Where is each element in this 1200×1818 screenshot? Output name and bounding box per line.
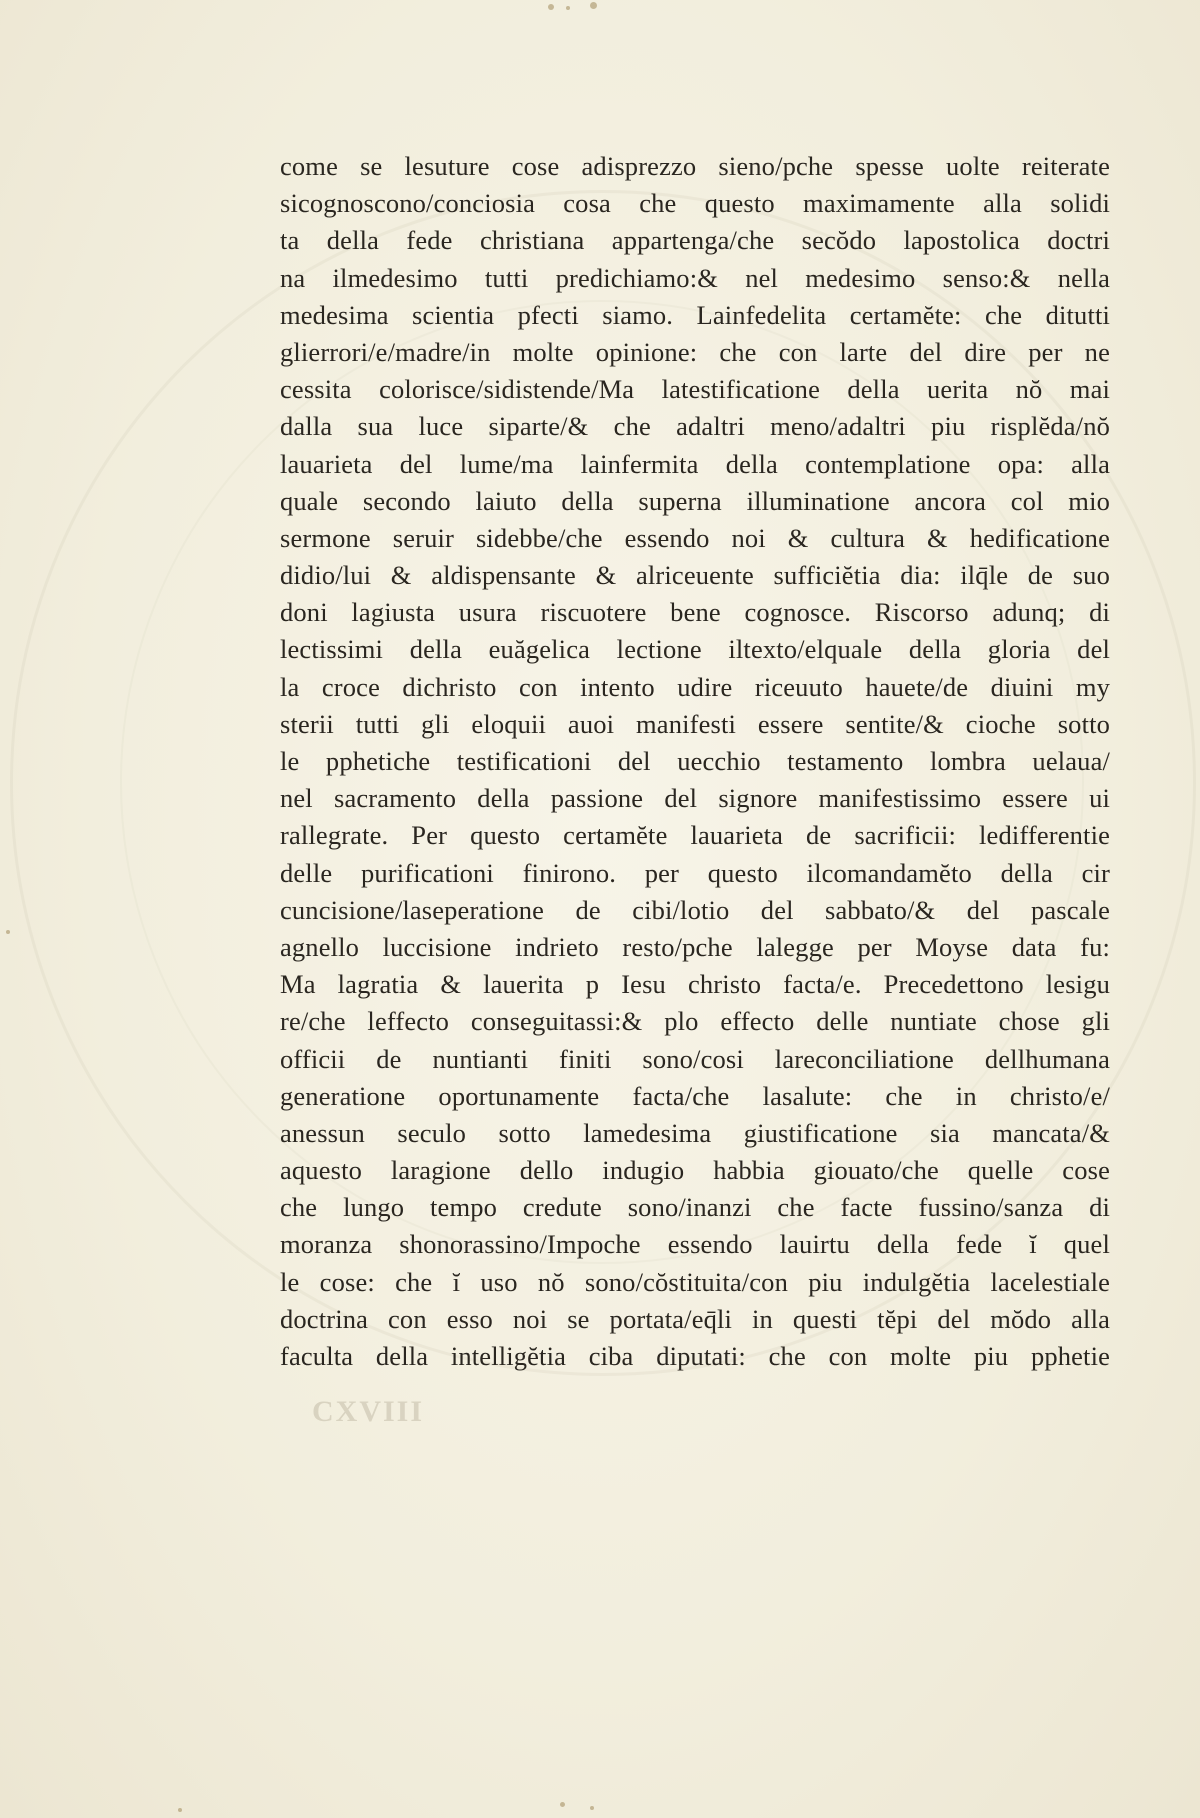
- text-line: delle purificationi finirono. per questo ilcomandamĕto della cir: [280, 857, 1110, 888]
- text-line: re/che leffecto conseguitassi:& plo effecto delle nuntiate chose gli: [280, 1006, 1110, 1037]
- body-text: [280, 148, 1110, 1375]
- text-line: ta della fede christiana appartenga/che secŏdo lapostolica doctri: [280, 225, 1110, 256]
- paper-speck: [548, 4, 554, 10]
- text-line: dalla sua luce siparte/& che adaltri meno/adaltri piu risplĕda/nŏ: [280, 411, 1110, 442]
- text-line: le cose: che ĭ uso nŏ sono/cŏstituita/con piu indulgĕtia lacelestiale: [280, 1266, 1110, 1297]
- text-line: anessun seculo sotto lamedesima giustificatione sia mancata/&: [280, 1117, 1110, 1148]
- text-line: doctrina con esso noi se portata/eq̄li in questi tĕpi del mŏdo alla: [280, 1303, 1110, 1334]
- text-line: na ilmedesimo tutti predichiamo:& nel medesimo senso:& nella: [280, 262, 1110, 293]
- text-line: aquesto laragione dello indugio habbia giouato/che quelle cose: [280, 1155, 1110, 1186]
- text-line: glierrori/e/madre/in molte opinione: che con larte del dire per ne: [280, 336, 1110, 367]
- text-line: Ma lagratia & lauerita p Iesu christo facta/e. Precedettono lesigu: [280, 969, 1110, 1000]
- text-line: didio/lui & aldispensante & alriceuente sufficiĕtia dia: ilq̄le de suo: [280, 560, 1110, 591]
- text-line: quale secondo laiuto della superna illuminatione ancora col mio: [280, 485, 1110, 516]
- text-line: nel sacramento della passione del signore manifestissimo essere ui: [280, 783, 1110, 814]
- paper-speck: [590, 1806, 594, 1810]
- paper-speck: [6, 930, 10, 934]
- text-line: lauarieta del lume/ma lainfermita della contemplatione opa: alla: [280, 448, 1110, 479]
- paper-speck: [590, 2, 597, 9]
- text-line: le pphetiche testificationi del uecchio testamento lombra uelaua/: [280, 746, 1110, 776]
- folio-number-showthrough: CXVIII: [312, 1395, 425, 1428]
- text-line: officii de nuntianti finiti sono/cosi lareconciliatione dellhumana: [280, 1043, 1110, 1074]
- text-line: sermone seruir sidebbe/che essendo noi & cultura & hedificatione: [280, 522, 1110, 553]
- text-line: lectissimi della euăgelica lectione iltexto/elquale della gloria del: [280, 634, 1110, 665]
- text-line: moranza shonorassino/Impoche essendo lauirtu della fede ĭ quel: [280, 1229, 1110, 1260]
- text-line: medesima scientia pfecti siamo. Lainfedelita certamĕte: che ditutti: [280, 299, 1110, 330]
- text-line: la croce dichristo con intento udire riceuuto hauete/de diuini my: [280, 671, 1110, 702]
- text-line: agnello luccisione indrieto resto/pche lalegge per Moyse data fu:: [280, 931, 1110, 962]
- text-line: che lungo tempo credute sono/inanzi che facte fussino/sanza di: [280, 1192, 1110, 1223]
- paper-speck: [560, 1802, 565, 1807]
- paper-speck: [566, 6, 570, 10]
- text-line: cuncisione/laseperatione de cibi/lotio del sabbato/& del pascale: [280, 894, 1110, 925]
- text-line: rallegrate. Per questo certamĕte lauarieta de sacrificii: ledifferentie: [280, 820, 1110, 851]
- text-line: generatione oportunamente facta/che lasalute: che in christo/e/: [280, 1080, 1110, 1111]
- text-line: doni lagiusta usura riscuotere bene cognosce. Riscorso adunq; di: [280, 597, 1110, 628]
- text-line: come se lesuture cose adispre​zzo sieno/pche spesse uolte reiterate: [280, 151, 1110, 181]
- text-line: faculta della intelligĕtia ciba diputati: che con molte piu pphetie: [280, 1341, 1110, 1371]
- paper-speck: [178, 1808, 182, 1812]
- text-line: sicognoscono/conciosia cosa che questo maximamente alla solidi: [280, 188, 1110, 219]
- text-line: sterii tutti gli eloquii auoi manifesti essere sentite/& cioche sotto: [280, 708, 1110, 739]
- text-line: cessita colorisce/sidistende/Ma latestificatione della uerita nŏ mai: [280, 374, 1110, 405]
